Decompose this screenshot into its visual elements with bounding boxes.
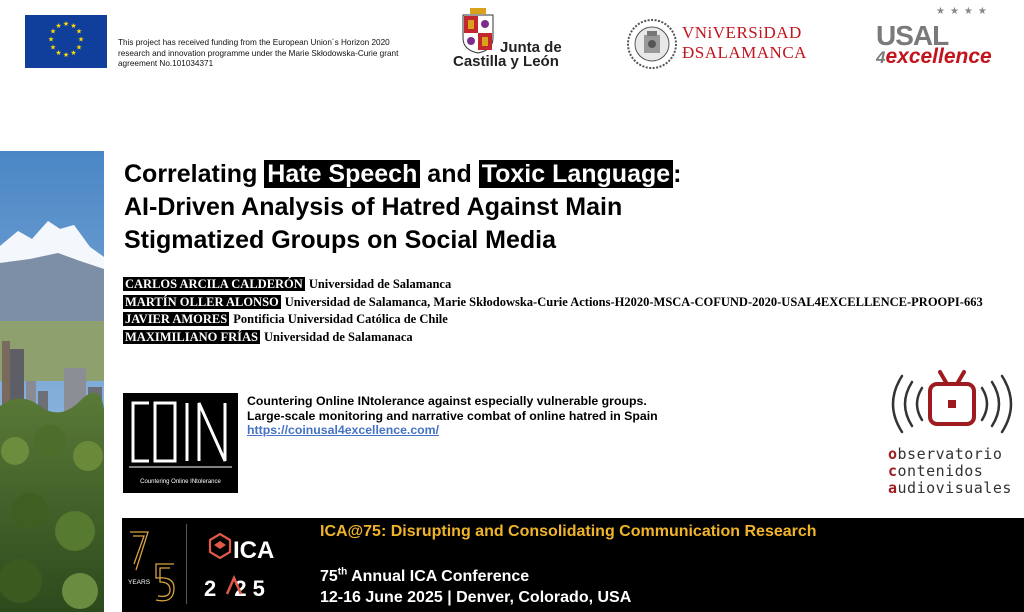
ica-years-label: YEARS: [128, 579, 151, 586]
svg-text:★: ★: [49, 27, 57, 36]
ica-conference-banner: [122, 518, 1024, 612]
jcyl-name-line1: Junta de: [500, 39, 562, 56]
usal4-stars-icon: ★★★★: [936, 6, 992, 17]
usal4-excellence-word: [876, 45, 992, 68]
usal4-excellence-text: excellence: [885, 45, 992, 68]
svg-text:★: ★: [47, 35, 55, 44]
title-line1: [124, 158, 824, 191]
author-name: MARTÍN OLLER ALONSO: [125, 294, 279, 309]
svg-text:★: ★: [70, 22, 77, 30]
ica-year-digits: 2 25: [204, 576, 271, 601]
obs-line1-first: o: [888, 445, 898, 463]
jcyl-shield-icon: [461, 8, 495, 54]
author-name: MAXIMILIANO FRÍAS: [125, 329, 258, 344]
ica-word: ICA: [233, 537, 275, 564]
observatorio-tv-icon: [880, 368, 1024, 444]
author-name: CARLOS ARCILA CALDERÓN: [125, 277, 303, 291]
svg-text:★: ★: [75, 43, 83, 52]
obs-line2: [888, 463, 1012, 480]
svg-text:★: ★: [55, 49, 62, 57]
ica-annual-line: [320, 566, 631, 587]
author-affiliation: Universidad de Salamanaca: [264, 329, 413, 344]
ica-2025-logo: [200, 530, 290, 604]
obs-line1-rest: bservatorio: [897, 445, 1003, 463]
coin-website-link[interactable]: https://coinusal4excellence.com/: [247, 423, 440, 437]
usal-seal-icon: [627, 19, 677, 69]
obs-line2-rest: ontenidos: [897, 462, 984, 480]
eu-flag-logo: [25, 15, 107, 68]
title-part2: and: [420, 160, 479, 188]
author-row: [123, 294, 983, 312]
coin-line1: Countering Online INtolerance against especially vulnerable groups.: [247, 394, 647, 408]
denver-landscape-photo: [0, 151, 104, 612]
svg-text:★: ★: [55, 22, 62, 30]
title-part1: Correlating: [124, 160, 265, 188]
author-row: [123, 329, 983, 347]
presentation-title: [124, 158, 824, 257]
ica-75-years-logo: [126, 524, 178, 606]
coin-line2: Large-scale monitoring and narrative combat of online hatred in Spain: [247, 408, 658, 423]
usal4excellence-logo: [876, 6, 1024, 68]
usal-name-line2: ÐSALAMANCA: [682, 43, 807, 62]
title-highlight-toxic-language: Toxic Language: [479, 160, 673, 188]
ica-divider: [186, 524, 187, 604]
svg-text:★: ★: [75, 27, 83, 36]
author-affiliation: Pontificia Universidad Católica de Chile: [233, 312, 448, 326]
svg-text:★: ★: [49, 43, 57, 52]
title-part3: :: [673, 160, 682, 188]
title-highlight-hate-speech: Hate Speech: [264, 160, 420, 188]
svg-text:★: ★: [62, 20, 70, 28]
obs-line2-first: c: [888, 462, 898, 480]
observatorio-name: [888, 446, 1012, 497]
ica-dates-location: 12-16 June 2025 | Denver, Colorado, USA: [320, 589, 632, 606]
coin-logo-caption: Countering Online INtolerance: [140, 479, 221, 485]
ica-conf-rest: Annual ICA Conference: [347, 568, 530, 585]
author-name: JAVIER AMORES: [125, 312, 228, 326]
svg-text:★: ★: [77, 35, 85, 44]
usal4-word: USAL: [876, 20, 949, 51]
junta-castilla-leon-logo: [450, 6, 578, 68]
ica-conf-number: 75: [320, 568, 338, 585]
author-affiliation: Universidad de Salamanca, Marie Skłodowska-Curie Actions-H2020-MSCA-COFUND-2020-USAL4EXCELLENCE-PROOPI-663: [284, 294, 983, 309]
eu-funding-notice: This project has received funding from the European Union´s Horizon 2020 research and innovation programme under the Marie Skłodowska-Curie grant agreement No.101034371: [118, 38, 399, 68]
author-row: [123, 311, 983, 329]
obs-line3-first: a: [888, 479, 898, 497]
jcyl-name-line2: Castilla y León: [453, 53, 559, 70]
svg-text:★: ★: [70, 49, 77, 57]
ica-headline: ICA@75: Disrupting and Consolidating Communication Research: [320, 523, 817, 540]
author-row: [123, 276, 983, 294]
author-list: [123, 276, 983, 346]
title-line3: Stigmatized Groups on Social Media: [124, 226, 557, 254]
title-line2: AI-Driven Analysis of Hatred Against Main: [124, 193, 623, 221]
usal-university-name: [682, 23, 807, 63]
ica-conf-suffix: th: [337, 566, 348, 578]
usal4-four: 4: [876, 48, 886, 67]
obs-line3-rest: udiovisuales: [897, 479, 1012, 497]
author-affiliation: Universidad de Salamanca: [308, 277, 452, 291]
obs-line3: [888, 480, 1012, 497]
usal-name-line1: VNiVERSiDAD: [682, 23, 802, 42]
obs-line1: [888, 446, 1012, 463]
ica-conference-details: [320, 566, 631, 608]
coin-description: [247, 394, 658, 438]
coin-logo: [123, 393, 238, 493]
svg-text:★: ★: [62, 51, 70, 59]
